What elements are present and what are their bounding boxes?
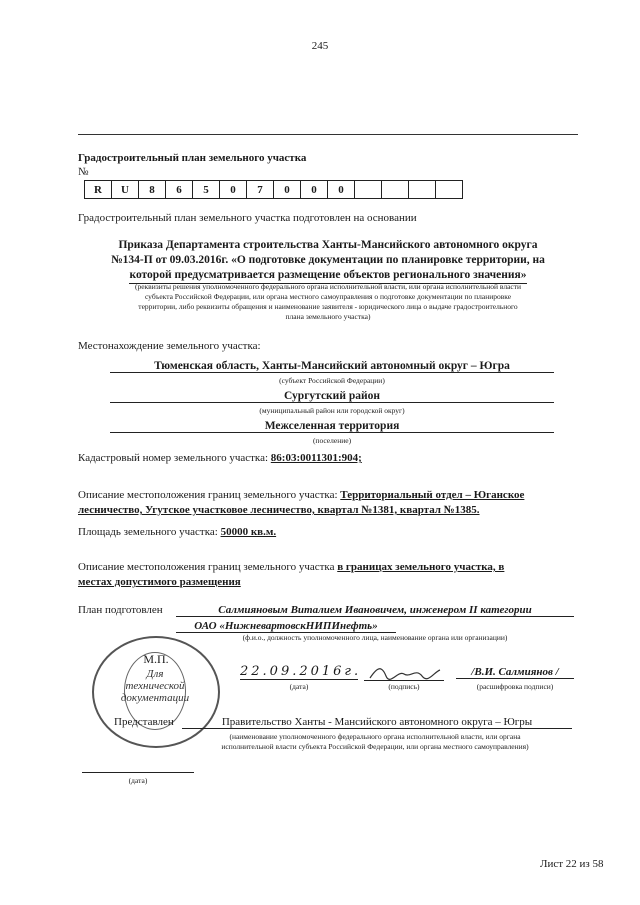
stamp-text	[120, 668, 190, 704]
code-cell: 0	[220, 181, 247, 199]
basis-text: Градостроительный план земельного участка подготовлен на основании	[78, 212, 417, 224]
submitted-caption	[176, 732, 574, 752]
code-cell: R	[85, 181, 112, 199]
cadastral-value: 86:03:0011301:904;	[270, 452, 362, 464]
caption-line: (наименование уполномоченного федерального органа исполнительной власти, или органа	[229, 732, 521, 741]
code-cell	[382, 181, 409, 199]
signature	[364, 664, 444, 681]
sign-name: /В.И. Салмиянов /	[456, 666, 574, 679]
boundaries-row	[78, 488, 588, 518]
placement-row	[78, 560, 588, 590]
boundaries-value-cont: лесничество, Угутское участковое лесничество, квартал №1381, квартал №1385.	[78, 504, 480, 516]
page-number: 245	[311, 40, 329, 52]
code-cell: 0	[328, 181, 355, 199]
boundaries-label: Описание местоположения границ земельного участка:	[78, 489, 338, 501]
caption-line: субъекта Российской Федерации, или органа местного самоуправления о подготовке документации по планировке	[144, 292, 512, 301]
stamp-line: технической	[125, 680, 185, 692]
code-cell: 5	[193, 181, 220, 199]
code-cell: 6	[166, 181, 193, 199]
plan-code-table	[84, 180, 463, 199]
cadastral-label: Кадастровый номер земельного участка:	[78, 452, 269, 464]
bottom-date-line	[82, 772, 194, 773]
stamp-line: Для	[146, 668, 164, 680]
order-line: которой предусматривается размещение объектов регионального значения»	[129, 268, 526, 284]
area-row	[78, 526, 276, 538]
subject-caption: (субъект Российской Федерации)	[279, 376, 385, 385]
sign-date-caption: (дата)	[289, 682, 309, 691]
sheet-number: Лист 22 из 58	[540, 858, 604, 870]
bottom-date-caption: (дата)	[128, 776, 148, 785]
code-cell: U	[112, 181, 139, 199]
prepared-org: ОАО «НижневартовскНИПИнефть»	[176, 620, 396, 633]
code-cell: 8	[139, 181, 166, 199]
code-cell	[436, 181, 463, 199]
area-label: Площадь земельного участка:	[78, 526, 218, 538]
stamp-line: документации	[120, 692, 190, 704]
district-value: Сургутский район	[110, 390, 554, 403]
caption-line: территории, либо реквизиты обращения и наименование заявителя - юридического лица о выдаче градостроительного	[138, 302, 518, 311]
caption-line: (реквизиты решения уполномоченного федерального органа исполнительной власти, или органа исполнительной власти	[134, 282, 522, 291]
placement-value: в границах земельного участка, в	[337, 561, 505, 573]
signature-caption: (подпись)	[388, 682, 420, 691]
submitted-to: Правительство Ханты - Мансийского автономного округа – Югры	[182, 716, 572, 729]
submitted-label: Представлен	[114, 716, 174, 728]
number-label: №	[78, 166, 89, 178]
cadastral-row	[78, 452, 362, 464]
sign-date: 22.09.2016г.	[240, 664, 362, 679]
placement-value-cont: местах допустимого размещения	[78, 576, 241, 588]
code-cell: 0	[274, 181, 301, 199]
prepared-caption: (ф.и.о., должность уполномоченного лица, наименование органа или организации)	[242, 633, 508, 642]
code-cell	[409, 181, 436, 199]
sign-name-caption: (расшифровка подписи)	[476, 682, 554, 691]
code-cell	[355, 181, 382, 199]
caption-line: плана земельного участка)	[285, 312, 371, 321]
code-cell: 7	[247, 181, 274, 199]
placement-label: Описание местоположения границ земельного участка	[78, 561, 335, 573]
settlement-value: Межселенная территория	[110, 420, 554, 433]
stamp-mp: М.П.	[143, 652, 169, 666]
code-cell: 0	[301, 181, 328, 199]
signature-scribble	[364, 664, 444, 682]
caption-line: исполнительной власти субъекта Российской Федерации, или органа местного самоуправления)	[221, 742, 529, 751]
top-rule	[78, 134, 578, 135]
settlement-caption: (поселение)	[312, 436, 352, 445]
subject-value: Тюменская область, Ханты-Мансийский автономный округ – Югра	[110, 360, 554, 373]
location-label: Местонахождение земельного участка:	[78, 340, 261, 352]
order-block	[72, 238, 584, 284]
boundaries-value: Территориальный отдел – Юганское	[340, 489, 525, 501]
document-title: Градостроительный план земельного участка	[78, 152, 307, 164]
prepared-label: План подготовлен	[78, 604, 163, 616]
order-line: №134-П от 09.03.2016г. «О подготовке документации по планировке территории, на	[111, 254, 545, 266]
area-value: 50000 кв.м.	[220, 526, 277, 538]
order-caption	[72, 282, 584, 322]
district-caption: (муниципальный район или городской округ)	[259, 406, 405, 415]
order-line: Приказа Департамента строительства Ханты-Мансийского автономного округа	[118, 239, 538, 251]
prepared-by: Салмияновым Виталием Ивановичем, инженером II категории	[176, 604, 574, 617]
